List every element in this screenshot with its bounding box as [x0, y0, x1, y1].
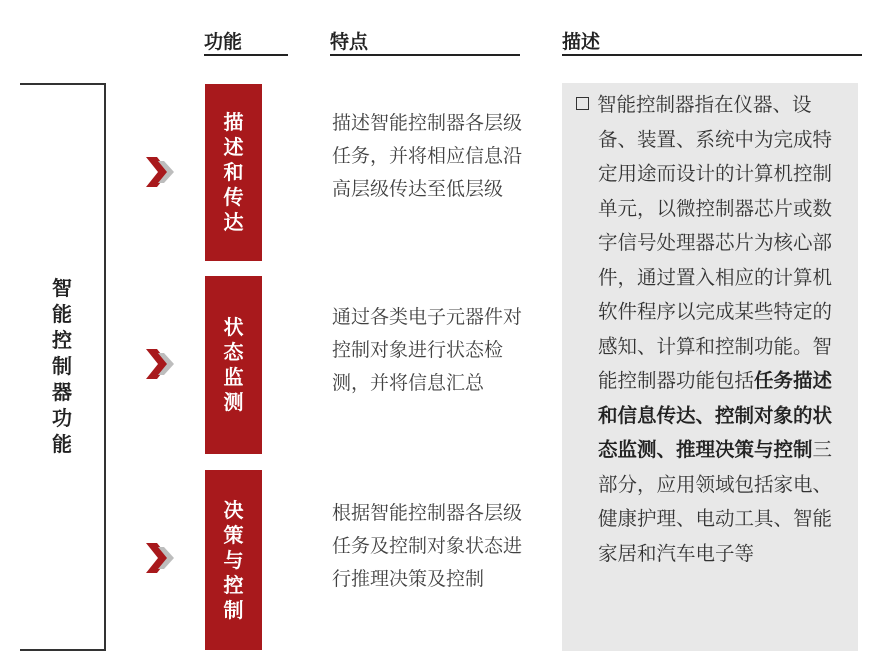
- chevron-right-icon: [144, 541, 178, 575]
- header-function: 功能: [204, 30, 288, 56]
- description-bold-3: 推理决策与控制: [676, 438, 813, 461]
- function-box-describe-convey: [205, 84, 262, 261]
- function-box-status-monitor: [205, 276, 262, 454]
- bracket-top: [20, 83, 106, 85]
- description-panel: [562, 83, 858, 651]
- chevron-right-icon: [144, 347, 178, 381]
- function-box-label: 决策与控制: [223, 497, 244, 622]
- feature-text: 描述智能控制器各层级任务，并将相应信息沿高层级传达至低层级: [332, 112, 523, 200]
- bracket-bottom: [20, 649, 106, 651]
- header-feature: 特点: [330, 30, 520, 56]
- feature-text: 根据智能控制器各层级任务及控制对象状态进行推理决策及控制: [332, 502, 523, 590]
- description-bold-1: 任务描述和信息传达: [598, 369, 833, 427]
- description-bold-2: 控制对象的状态监测: [598, 403, 833, 461]
- description-part1: 智能控制器指在仪器、设备、装置、系统中为完成特定用途而设计的计算机控制单元，以微控制器芯片或数字信号处理器芯片为核心部件，通过置入相应的计算机软件程序以完成某些特定的感知、计算和控制功能。智能控制器功能包括: [597, 93, 833, 392]
- checkbox-bullet-icon: [576, 97, 589, 110]
- description-sep-1: 、: [695, 403, 716, 427]
- function-box-label: 状态监测: [223, 315, 244, 414]
- description-part2: 三部分，应用领域包括家电、健康护理、电动工具、智能家居和汽车电子等: [598, 438, 833, 565]
- description-text: [576, 88, 848, 571]
- description-sep-2: 、: [656, 438, 677, 461]
- header-description: 描述: [562, 30, 862, 56]
- function-box-decision-control: [205, 470, 262, 650]
- side-label: 智能控制器功能: [52, 276, 72, 456]
- function-box-label: 描述和传达: [223, 110, 244, 234]
- chevron-right-icon: [144, 155, 178, 189]
- feature-text: 通过各类电子元器件对控制对象进行状态检测，并将信息汇总: [332, 306, 523, 394]
- bracket-vertical: [104, 83, 106, 651]
